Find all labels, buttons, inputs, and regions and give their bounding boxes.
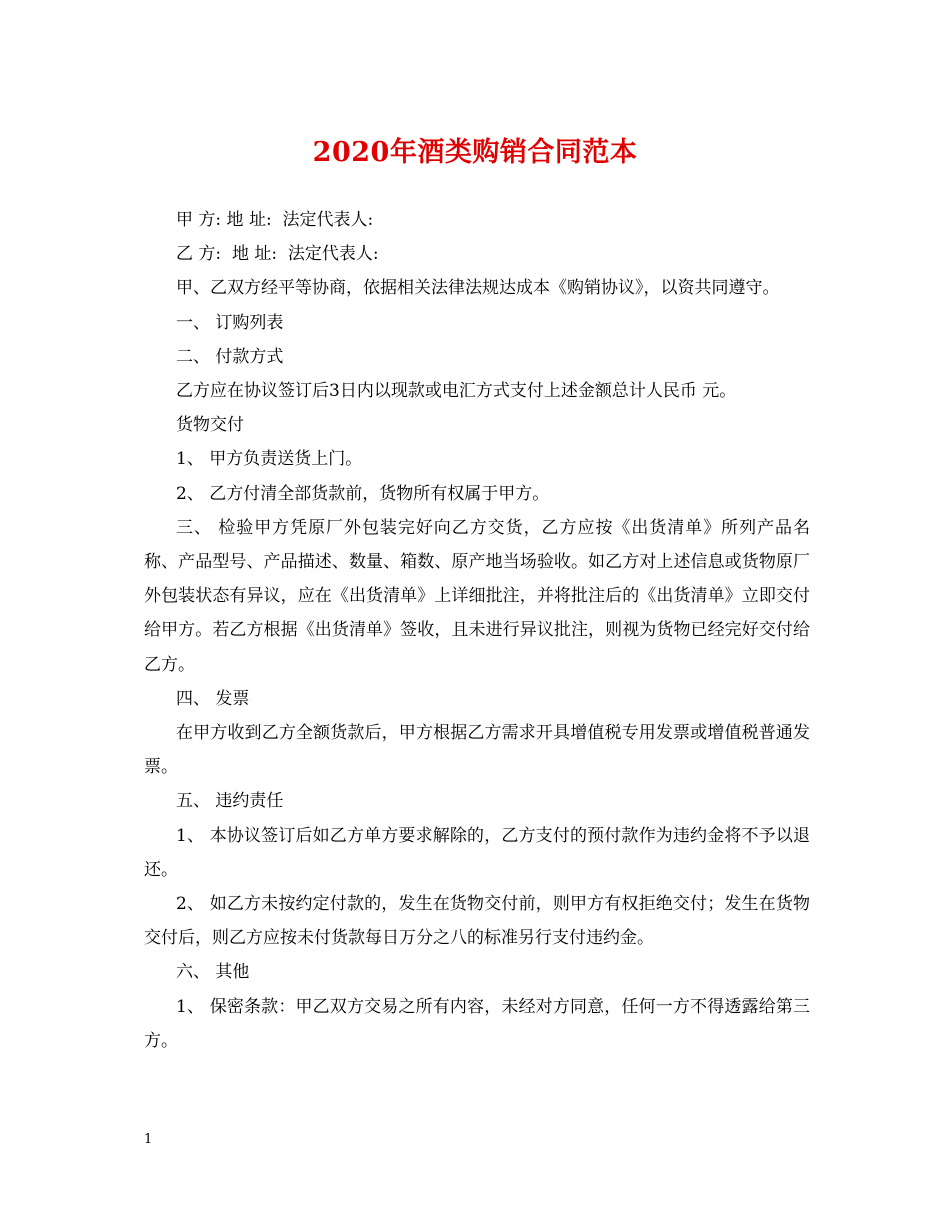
document-paragraph: 1、 保密条款：甲乙双方交易之所有内容，未经对方同意，任何一方不得透露给第三方。 [144,996,810,1051]
document-paragraph: 1、 本协议签订后如乙方单方要求解除的，乙方支付的预付款作为违约金将不予以退还。 [144,825,810,880]
document-paragraph: 甲、乙双方经平等协商，依据相关法律法规达成本《购销协议》，以资共同遵守。 [176,278,780,299]
document-paragraph: 2、 乙方付清全部货款前，货物所有权属于甲方。 [176,483,550,504]
document-paragraph: 五、 违约责任 [176,791,284,812]
document-paragraph: 甲 方: 地 址: 法定代表人: [176,210,374,230]
document-body [144,203,810,1058]
document-title: 2020年酒类购销合同范本 [312,137,638,168]
document-paragraph: 二、 付款方式 [176,346,284,367]
document-paragraph: 2、 如乙方未按约定付款的，发生在货物交付前，则甲方有权拒绝交付；发生在货物交付后，则乙方应按未付货款每日万分之八的标准另行支付违约金。 [144,894,810,949]
document-paragraph: 1、 甲方负责送货上门。 [176,449,363,470]
document-paragraph: 乙方应在协议签订后3日内以现款或电汇方式支付上述金额总计人民币 元。 [176,381,737,402]
document-paragraph: 乙 方: 地 址: 法定代表人: [176,244,379,265]
document-paragraph: 一、 订购列表 [176,312,284,333]
document-paragraph: 四、 发票 [176,688,250,709]
document-paragraph: 货物交付 [176,415,244,436]
document-paragraph: 六、 其他 [176,962,250,983]
document-paragraph: 三、 检验甲方凭原厂外包装完好向乙方交货，乙方应按《出货清单》所列产品名称、产品型号、产品描述、数量、箱数、原产地当场验收。如乙方对上述信息或货物原厂外包装状态有异议，应在《出货清单》上详细批注，并将批注后的《出货清单》立即交付给甲方。若乙方根据《出货清单》签收，且未进行异议批注，则视为货物已经完好交付给乙方。 [144,517,810,675]
page-number: 1 [144,1132,153,1147]
document-paragraph: 在甲方收到乙方全额货款后，甲方根据乙方需求开具增值税专用发票或增值税普通发票。 [144,723,810,778]
